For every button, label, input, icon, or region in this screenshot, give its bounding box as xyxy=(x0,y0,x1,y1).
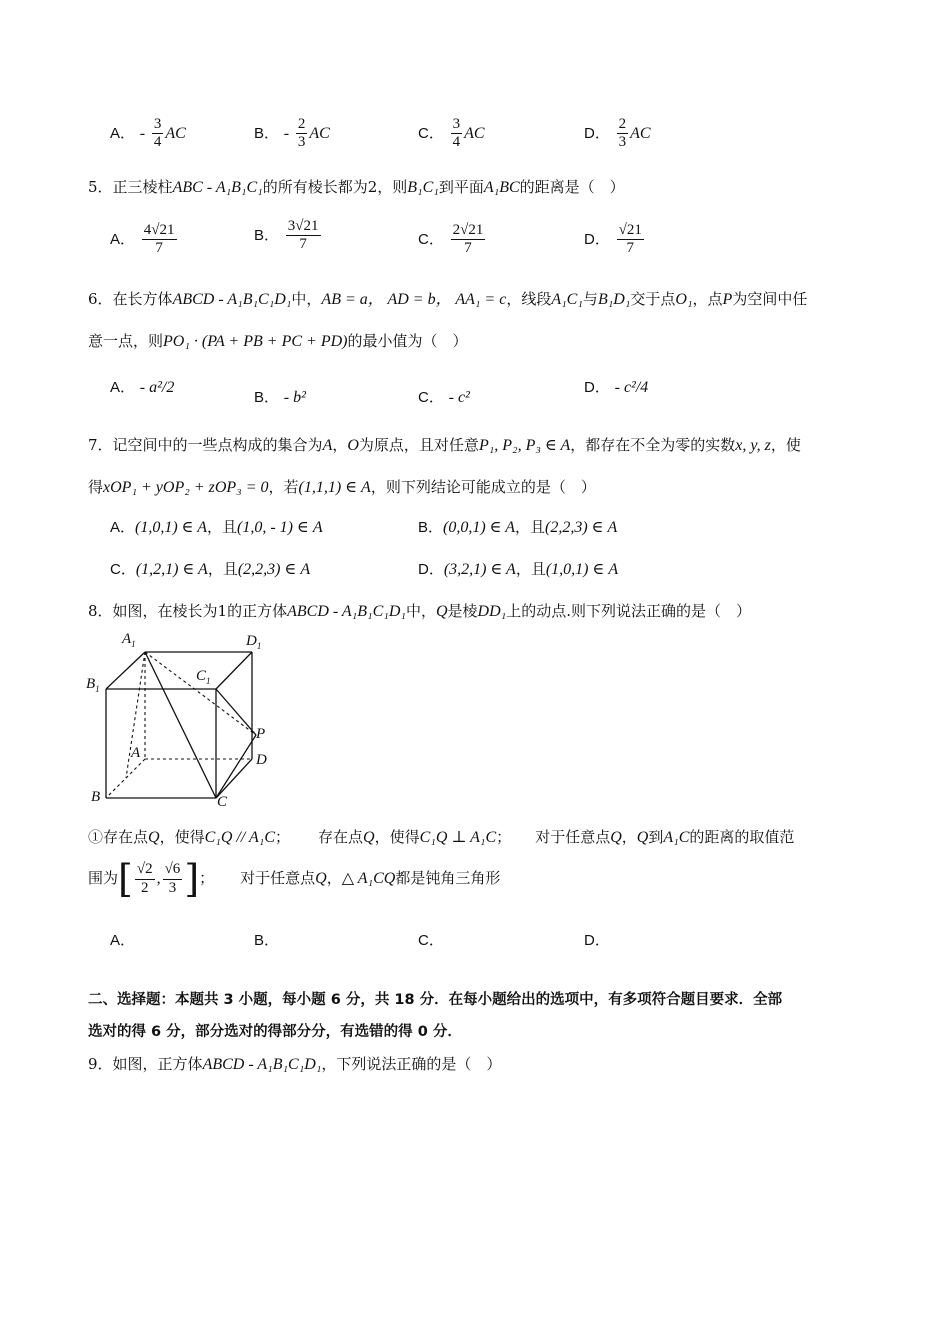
math-first: (1,0,1) ∈ A xyxy=(135,519,207,536)
text: ，使得 xyxy=(374,828,420,846)
text: 存在点 xyxy=(318,828,364,846)
hidden-edge-ab xyxy=(106,759,145,798)
q8-option-a[interactable]: A． xyxy=(110,932,136,949)
section2-heading-line2: 选对的得 6 分，部分选对的得部分分，有选错的得 0 分． xyxy=(88,1024,462,1040)
label-b: B xyxy=(91,789,101,805)
math-expression: C₁Q ⊥ A₁C xyxy=(419,829,497,846)
q8-statements-line2 xyxy=(88,857,501,901)
option-value: - c²/4 xyxy=(614,379,649,396)
q7-option-c[interactable] xyxy=(110,558,310,579)
q5-option-d[interactable] xyxy=(584,222,646,258)
math-triangle: △ A₁CQ xyxy=(341,870,396,887)
option-letter: D． xyxy=(584,124,610,142)
label-c1: $C_1$ xyxy=(196,668,211,686)
label-p: P xyxy=(256,726,266,742)
cube-figure xyxy=(84,628,284,813)
fraction xyxy=(142,222,177,258)
question-number: 7． xyxy=(88,436,113,454)
numerator: √21 xyxy=(617,222,644,240)
text: ； xyxy=(275,828,291,846)
left-bracket: [ xyxy=(118,857,133,901)
numerator: √2 xyxy=(135,861,155,879)
text: 如图，正方体 xyxy=(112,1055,203,1073)
vector: AC xyxy=(630,124,651,142)
label-d: D xyxy=(256,752,267,768)
math-variables: x, y, z xyxy=(735,437,771,454)
vector: AC xyxy=(464,124,485,142)
math-first: (0,0,1) ∈ A xyxy=(443,519,515,536)
denominator: 3 xyxy=(618,134,627,151)
math-second: (1,0, - 1) ∈ A xyxy=(237,519,323,536)
q6-option-c[interactable] xyxy=(418,386,470,407)
math-second: (1,0,1) ∈ A xyxy=(545,561,619,578)
text: 的距离的取值范 xyxy=(689,828,795,846)
text: 为空间中任 xyxy=(732,290,808,308)
numerator: 2 xyxy=(617,116,629,134)
q4-option-a[interactable] xyxy=(110,116,186,152)
edge-cp xyxy=(216,735,256,798)
math-plane: A₁BC xyxy=(483,179,520,196)
label-a1: $A_1$ xyxy=(122,631,136,649)
text: ，且 xyxy=(515,518,546,536)
label-d1: $D_1$ xyxy=(246,633,262,651)
text: 与 xyxy=(582,290,598,308)
text: 都是钝角三角形 xyxy=(395,869,501,887)
option-letter: C． xyxy=(110,561,136,578)
math-conditions: AB = a， AD = b， AA₁ = c xyxy=(321,291,507,308)
option-letter: A． xyxy=(110,519,136,536)
text: ； xyxy=(199,869,215,887)
text: ，且 xyxy=(207,560,238,578)
text: 围为 xyxy=(88,869,119,887)
math-first: (1,2,1) ∈ A xyxy=(135,561,208,578)
math-first: (3,2,1) ∈ A xyxy=(443,561,516,578)
edge-c1p xyxy=(216,689,256,735)
q4-option-d[interactable] xyxy=(584,116,651,152)
q5-option-a[interactable] xyxy=(110,222,179,258)
text: ，若 xyxy=(268,478,299,496)
math-point: Q xyxy=(610,829,622,846)
label-c: C xyxy=(217,794,228,810)
numerator: 4√21 xyxy=(142,222,177,240)
q4-option-c[interactable] xyxy=(418,116,485,152)
text: ， xyxy=(326,869,342,887)
option-letter: B． xyxy=(254,226,280,244)
math-point: Q xyxy=(315,870,327,887)
text: 得 xyxy=(88,478,104,496)
text: 到平面 xyxy=(438,178,484,196)
q8-stem xyxy=(88,600,751,621)
q5-option-c[interactable] xyxy=(418,222,487,258)
fraction xyxy=(451,222,486,258)
fraction xyxy=(286,218,321,254)
text: 如图，在棱长为1的正方体 xyxy=(112,602,288,620)
edge-cd xyxy=(216,759,252,798)
question-number: 8． xyxy=(88,602,113,620)
option-value: - c² xyxy=(448,389,470,406)
question-number: 5． xyxy=(88,178,113,196)
label-b1: $B_1$ xyxy=(86,676,100,694)
text: 的最小值为（ ） xyxy=(347,332,468,350)
math-second: (2,2,3) ∈ A xyxy=(545,519,618,536)
denominator: 3 xyxy=(297,134,306,151)
q9-stem xyxy=(88,1053,501,1074)
text: ； xyxy=(496,828,512,846)
text: 记空间中的一些点构成的集合为 xyxy=(112,436,323,454)
option-letter: A． xyxy=(110,379,136,396)
option-letter: B． xyxy=(418,519,444,536)
comma: , xyxy=(156,870,161,887)
denominator: 2 xyxy=(140,879,149,896)
math-point: Q xyxy=(148,829,160,846)
text: ， xyxy=(332,436,348,454)
right-bracket: ] xyxy=(184,857,200,901)
text: ，点 xyxy=(692,290,723,308)
q8-option-c[interactable]: C． xyxy=(418,932,444,949)
math-solid: ABCD - A₁B₁C₁D₁ xyxy=(287,603,406,620)
math-condition: (1,1,1) ∈ A xyxy=(298,479,371,496)
fraction xyxy=(617,222,644,258)
math-solid: ABCD - A₁B₁C₁D₁ xyxy=(202,1056,322,1073)
cube-diagram xyxy=(84,628,284,813)
denominator: 7 xyxy=(626,240,634,257)
option-letter: A． xyxy=(110,230,136,248)
option-value: - b² xyxy=(283,389,306,406)
text: 的所有棱长都为2，则 xyxy=(262,178,408,196)
numerator: 3 xyxy=(152,116,164,134)
sign: - xyxy=(139,124,146,142)
option-letter: B． xyxy=(254,389,280,406)
text: 是棱 xyxy=(447,602,478,620)
denominator: 7 xyxy=(155,240,163,257)
text: ，使得 xyxy=(159,828,205,846)
question-number: 9． xyxy=(88,1055,113,1073)
denominator: 7 xyxy=(299,236,307,253)
q5-option-b[interactable] xyxy=(254,218,323,254)
text: ，使 xyxy=(770,436,801,454)
q6-stem-line1 xyxy=(88,286,807,309)
numerator: 3 xyxy=(451,116,463,134)
fraction xyxy=(135,861,155,897)
text: 对于任意点 xyxy=(240,869,316,887)
math-point: P xyxy=(722,291,733,308)
label-a: A xyxy=(131,745,141,761)
q7-stem-line2 xyxy=(88,476,596,497)
q5-stem xyxy=(88,176,625,197)
math-segment: B₁D₁ xyxy=(597,291,631,308)
text: ， xyxy=(621,828,637,846)
math-expression: C₁Q // A₁C xyxy=(204,829,275,846)
text: 正三棱柱 xyxy=(112,178,173,196)
fraction xyxy=(451,116,463,152)
option-letter: D． xyxy=(418,561,444,578)
math-expression: PO₁ · (PA + PB + PC + PD) xyxy=(163,333,348,350)
text: 为原点，且对任意 xyxy=(358,436,479,454)
question-number: 6． xyxy=(88,290,113,308)
option-letter: D． xyxy=(584,230,610,248)
edge-c1d1 xyxy=(216,652,252,689)
sign: - xyxy=(283,124,290,142)
fraction xyxy=(617,116,629,152)
math-points: P₁, P₂, P₃ ∈ A xyxy=(478,437,571,454)
denominator: 3 xyxy=(168,879,177,896)
text: ，下列说法正确的是（ ） xyxy=(321,1055,502,1073)
denominator: 7 xyxy=(464,240,472,257)
vector: AC xyxy=(309,124,330,142)
math-point: Q xyxy=(363,829,375,846)
denominator: 4 xyxy=(153,134,162,151)
option-letter: C． xyxy=(418,124,444,142)
q6-stem-line2 xyxy=(88,330,467,351)
fraction xyxy=(296,116,308,152)
math-point: Q xyxy=(435,603,448,620)
math-edge: DD₁ xyxy=(477,603,507,620)
math-point: O₁ xyxy=(675,291,693,308)
q7-stem-line1 xyxy=(88,434,801,455)
q8-option-d[interactable]: D． xyxy=(584,932,610,949)
fraction xyxy=(163,861,183,897)
q6-option-b[interactable] xyxy=(254,386,306,407)
math-segment: A₁C₁ xyxy=(551,291,583,308)
math-line: B₁C₁ xyxy=(407,179,439,196)
text: ，且 xyxy=(515,560,546,578)
text: ，都存在不全为零的实数 xyxy=(570,436,736,454)
fraction xyxy=(152,116,164,152)
text: 上的动点.则下列说法正确的是（ ） xyxy=(506,602,751,620)
text: 意一点，则 xyxy=(88,332,164,350)
q7-option-b[interactable] xyxy=(418,516,617,537)
q4-option-b[interactable] xyxy=(254,116,330,152)
text: 中， xyxy=(291,290,322,308)
option-letter: A． xyxy=(110,124,136,142)
numerator: 2 xyxy=(296,116,308,134)
q6-option-d[interactable] xyxy=(584,376,648,397)
numerator: 3√21 xyxy=(286,218,321,236)
math-set: A xyxy=(322,437,333,454)
option-letter: C． xyxy=(418,230,444,248)
q6-option-a[interactable] xyxy=(110,376,174,397)
q8-statements-line1 xyxy=(88,826,794,847)
math-solid: ABCD - A₁B₁C₁D₁ xyxy=(172,291,292,308)
math-equation: xOP₁ + yOP₂ + zOP₃ = 0 xyxy=(103,479,269,496)
edge-a1b1 xyxy=(106,652,145,689)
math-prism: ABC - A₁B₁C₁ xyxy=(172,179,263,196)
denominator: 4 xyxy=(452,134,461,151)
math-line: A₁C xyxy=(663,829,690,846)
math-second: (2,2,3) ∈ A xyxy=(237,561,311,578)
option-letter: D． xyxy=(584,379,610,396)
numerator: 2√21 xyxy=(451,222,486,240)
text: ，则下列结论可能成立的是（ ） xyxy=(370,478,596,496)
section2-heading-line1: 二、选择题：本题共 3 小题，每小题 6 分，共 18 分．在每小题给出的选项中，有多项符合题目要求．全部 xyxy=(88,992,783,1008)
numerator: √6 xyxy=(163,861,183,879)
q7-option-a[interactable] xyxy=(110,516,323,537)
math-point: Q xyxy=(636,829,649,846)
text: ，且 xyxy=(207,518,238,536)
text: ①存在点 xyxy=(88,828,149,846)
text: 在长方体 xyxy=(112,290,173,308)
option-letter: B． xyxy=(254,124,280,142)
vector: AC xyxy=(165,124,186,142)
q8-option-b[interactable]: B． xyxy=(254,932,280,949)
q7-option-d[interactable] xyxy=(418,558,618,579)
text: ，线段 xyxy=(506,290,552,308)
option-letter: C． xyxy=(418,389,444,406)
text: 交于点 xyxy=(630,290,676,308)
text: 的距离是（ ） xyxy=(519,178,625,196)
option-value: - a²/2 xyxy=(139,379,175,396)
text: 中， xyxy=(405,602,436,620)
text: 到 xyxy=(648,828,664,846)
math-origin: O xyxy=(347,437,359,454)
text: 对于任意点 xyxy=(535,828,611,846)
